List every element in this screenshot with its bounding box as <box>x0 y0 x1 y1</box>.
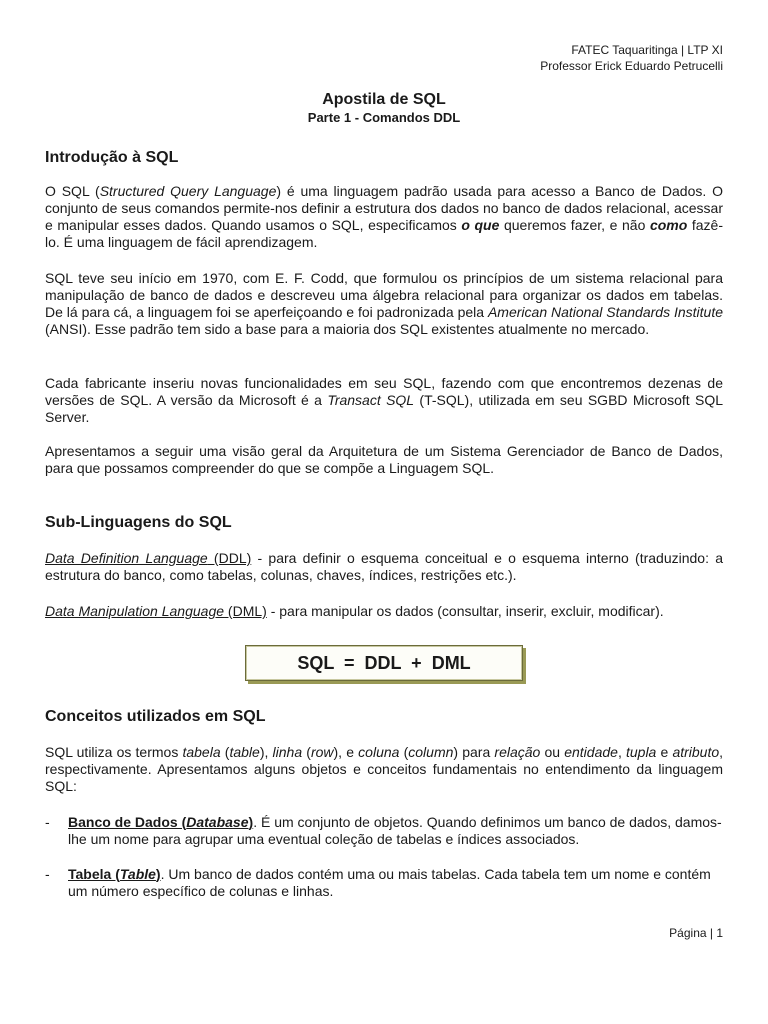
header-institution: FATEC Taquaritinga | LTP XI <box>571 43 723 57</box>
document-subtitle: Parte 1 - Comandos DDL <box>307 110 461 125</box>
intro-paragraph-4: Apresentamos a seguir uma visão geral da Arquitetura de um Sistema Gerenciador de Banco de Dados, para que possamos compreender do que se compõe a Linguagem SQL. <box>45 443 723 476</box>
ddl-definition: Data Definition Language (DDL) - para definir o esquema conceitual e o esquema interno (traduzindo: a estrutura do banco, como tabelas, colunas, chaves, índices, restrições etc.). <box>45 550 723 583</box>
intro-paragraph-1: O SQL (Structured Query Language) é uma linguagem padrão usada para acesso a Banco de Dados. O conjunto de seus comandos permite-nos definir a estrutura dos dados no banco de dados relacional, acessar e manipular esses dados. Quando usamos o SQL, especificamos o que queremos fazer, e não como fazê-lo. É uma linguagem de fácil aprendizagem. <box>45 183 724 250</box>
concepts-heading: Conceitos utilizados em SQL <box>45 708 266 725</box>
intro-heading: Introdução à SQL <box>45 149 179 166</box>
page-number: Página | 1 <box>669 926 723 940</box>
intro-paragraph-3: Cada fabricante inseriu novas funcionalidades em seu SQL, fazendo com que encontremos dezenas de versões de SQL. A versão da Microsoft é a Transact SQL (T-SQL), utilizada em seu SGBD Microsoft SQL Server. <box>45 375 724 425</box>
concepts-intro: SQL utiliza os termos tabela (table), linha (row), e coluna (column) para relação ou entidade, tupla e atributo, respectivamente. Apresentamos alguns objetos e conceitos fundamentais no entendimento da linguagem SQL: <box>45 744 724 794</box>
bullet-table-text: Tabela (Table). Um banco de dados contém uma ou mais tabelas. Cada tabela tem um nome e contém um número específico de colunas e linhas. <box>68 866 711 899</box>
intro-paragraph-2: SQL teve seu início em 1970, com E. F. Codd, que formulou os princípios de um sistema relacional para manipulação de banco de dados e descreveu uma álgebra relacional para organizar os dados em tabelas. De lá para cá, a linguagem foi se aperfeiçoando e foi padronizada pela American National Standards Institute (ANSI). Esse padrão tem sido a base para a maioria dos SQL existentes atualmente no mercado. <box>45 270 724 337</box>
bullet-dash: - <box>45 814 50 830</box>
dml-definition: Data Manipulation Language (DML) - para manipular os dados (consultar, inserir, excluir, modificar). <box>45 603 664 619</box>
sublanguages-heading: Sub-Linguagens do SQL <box>45 514 232 531</box>
document-title: Apostila de SQL <box>322 91 446 108</box>
header-professor: Professor Erick Eduardo Petrucelli <box>540 59 723 73</box>
bullet-database-text: Banco de Dados (Database). É um conjunto de objetos. Quando definimos um banco de dados, damos-lhe um nome para agrupar uma eventual coleção de tabelas e índices associados. <box>68 814 722 847</box>
sql-equation-box: SQL = DDL + DML <box>245 645 523 681</box>
bullet-dash: - <box>45 866 50 882</box>
page-header <box>540 42 723 74</box>
